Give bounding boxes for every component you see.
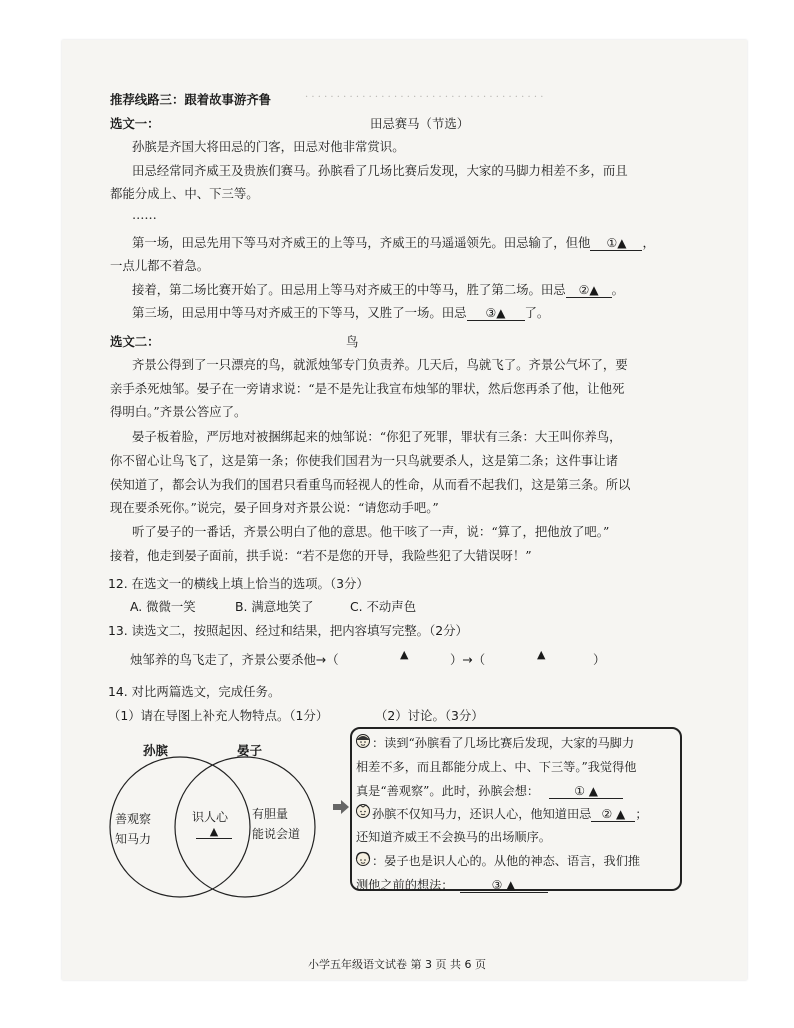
map-left-name: 孙膑	[143, 743, 169, 758]
talk-line: ：晏子也是识人心的。从他的神态、语言，我们推	[372, 854, 641, 868]
answer-blank-2[interactable]: ②▲	[566, 283, 612, 298]
text2-line: 你不留心让鸟飞了，这是第一条；你使我们国君为一只鸟就要杀人，这是第二条；这件事让诸	[110, 453, 619, 468]
text1-ellipsis: ……	[132, 207, 157, 222]
talk-line-text: 孙膑不仅知马力，还识人心，他知道田忌	[372, 807, 592, 821]
q14-sub2: （2）讨论。（3分）	[375, 708, 484, 723]
talk-blank-1[interactable]: ① ▲	[549, 784, 623, 799]
route-title: 推荐线路三：跟着故事游齐鲁	[110, 92, 272, 107]
talk-line: 还知道齐威王不会换马的出场顺序。	[356, 830, 551, 844]
text1-line: 孙膑是齐国大将田忌的门客，田忌对他非常赏识。	[132, 139, 405, 154]
text1-line: 田忌经常同齐威王及贵族们赛马。孙膑看了几场比赛后发现，大家的马脚力相差不多，而且	[132, 163, 628, 178]
talk-line	[372, 805, 648, 822]
text1-line	[132, 303, 549, 321]
text1-line-text: 接着，第二场比赛开始了。田忌用上等马对齐威王的中等马，胜了第二场。田忌	[132, 282, 566, 297]
q13-mid: ）→（	[450, 652, 486, 667]
q12-option-c[interactable]: C. 不动声色	[350, 599, 417, 614]
girl-avatar-icon	[355, 733, 371, 749]
text2-line: 侯知道了，都会认为我们的国君只看重鸟而轻视人的性命，从而看不起我们，这是第三条。所以	[110, 477, 631, 492]
map-right-name: 晏子	[237, 743, 263, 758]
arrow-right-icon	[333, 800, 349, 814]
talk-blank-2[interactable]: ② ▲	[591, 807, 635, 822]
talk-line: 相差不多，而且都能分成上、中、下三等。”我觉得他	[356, 760, 637, 774]
q12-option-b[interactable]: B. 满意地笑了	[235, 599, 314, 614]
talk-line: ：读到“孙膑看了几场比赛后发现，大家的马脚力	[372, 736, 635, 750]
text1-line	[132, 280, 624, 298]
punctuation: ；	[635, 807, 648, 821]
text2-line: 得明白。”齐景公答应了。	[110, 404, 247, 419]
q12-stem: 12. 在选文一的横线上填上恰当的选项。（3分）	[108, 576, 369, 591]
text2-line: 听了晏子的一番话，齐景公明白了他的意思。他干咳了一声，说：“算了，把他放了吧。”	[132, 524, 610, 539]
text2-label: 选文二：	[110, 334, 160, 349]
punctuation: 。	[611, 282, 625, 297]
q14-sub1: （1）请在导图上补充人物特点。（1分）	[108, 708, 329, 723]
text1-line: 一点儿都不着急。	[110, 258, 210, 273]
page-footer: 小学五年级语文试卷 第 3 页 共 6 页	[308, 958, 486, 971]
talk-line	[356, 876, 548, 893]
map-right-trait-1: 有胆量	[252, 807, 289, 821]
talk-line-text: 真是“善观察”。此时，孙膑会想：	[356, 784, 540, 798]
text2-line: 齐景公得到了一只漂亮的鸟，就派烛邹专门负责养。几天后，鸟就飞了。齐景公气坏了，要	[132, 357, 628, 372]
text2-line: 现在要杀死你。”说完，晏子回身对齐景公说：“请您动手吧。”	[110, 500, 439, 515]
answer-blank-3[interactable]: ③▲	[467, 306, 525, 321]
q13-blank-2[interactable]: ▲	[537, 648, 546, 661]
answer-blank-1[interactable]: ①▲	[590, 236, 642, 251]
map-left-trait-2: 知马力	[115, 832, 152, 846]
text1-title: 田忌赛马（节选）	[370, 116, 470, 131]
map-left-trait-1: 善观察	[115, 812, 152, 826]
text2-line: 接着，他走到晏子面前，拱手说：“若不是您的开导，我险些犯了大错误呀！”	[110, 548, 532, 563]
text2-title: 鸟	[346, 334, 359, 349]
text1-line	[132, 233, 655, 251]
map-center-blank[interactable]: ▲	[196, 825, 232, 839]
punctuation: 了。	[524, 305, 550, 320]
q13-stem: 13. 读选文二，按照起因、经过和结果，把内容填写完整。（2分）	[108, 623, 468, 638]
q13-blank-1[interactable]: ▲	[400, 648, 409, 661]
text2-line: 亲手杀死烛邹。晏子在一旁请求说：“是不是先让我宣布烛邹的罪状，然后您再杀了他，让他死	[110, 381, 625, 396]
text1-label: 选文一：	[110, 116, 160, 131]
text1-line-text: 第一场，田忌先用下等马对齐威王的上等马，齐威王的马遥遥领先。田忌输了，但他	[132, 235, 591, 250]
girl-avatar-2-icon	[355, 851, 371, 867]
map-center-trait: 识人心	[192, 810, 229, 824]
bleed-through-text: · · · · · · · · · · · · · · · · · · · · · · · · · · · · · · · · · · · · · ·	[305, 92, 544, 103]
talk-line-text: 测他之前的想法：	[356, 878, 454, 892]
text2-line: 晏子板着脸，严厉地对被捆绑起来的烛邹说：“你犯了死罪，罪状有三条：大王叫你养鸟，	[132, 429, 622, 444]
boy-avatar-icon	[355, 803, 371, 819]
q14-stem: 14. 对比两篇选文，完成任务。	[108, 684, 281, 699]
map-right-trait-2: 能说会道	[252, 827, 301, 841]
q13-prefix: 烛邹养的鸟飞走了，齐景公要杀他→（	[130, 652, 339, 667]
talk-blank-3[interactable]: ③ ▲	[460, 878, 548, 893]
talk-line	[356, 782, 623, 799]
punctuation: ，	[642, 235, 655, 250]
q12-option-a[interactable]: A. 微微一笑	[130, 599, 196, 614]
q13-suffix: ）	[593, 652, 606, 667]
text1-line-text: 第三场，田忌用中等马对齐威王的下等马，又胜了一场。田忌	[132, 305, 467, 320]
text1-line: 都能分成上、中、下三等。	[110, 186, 259, 201]
